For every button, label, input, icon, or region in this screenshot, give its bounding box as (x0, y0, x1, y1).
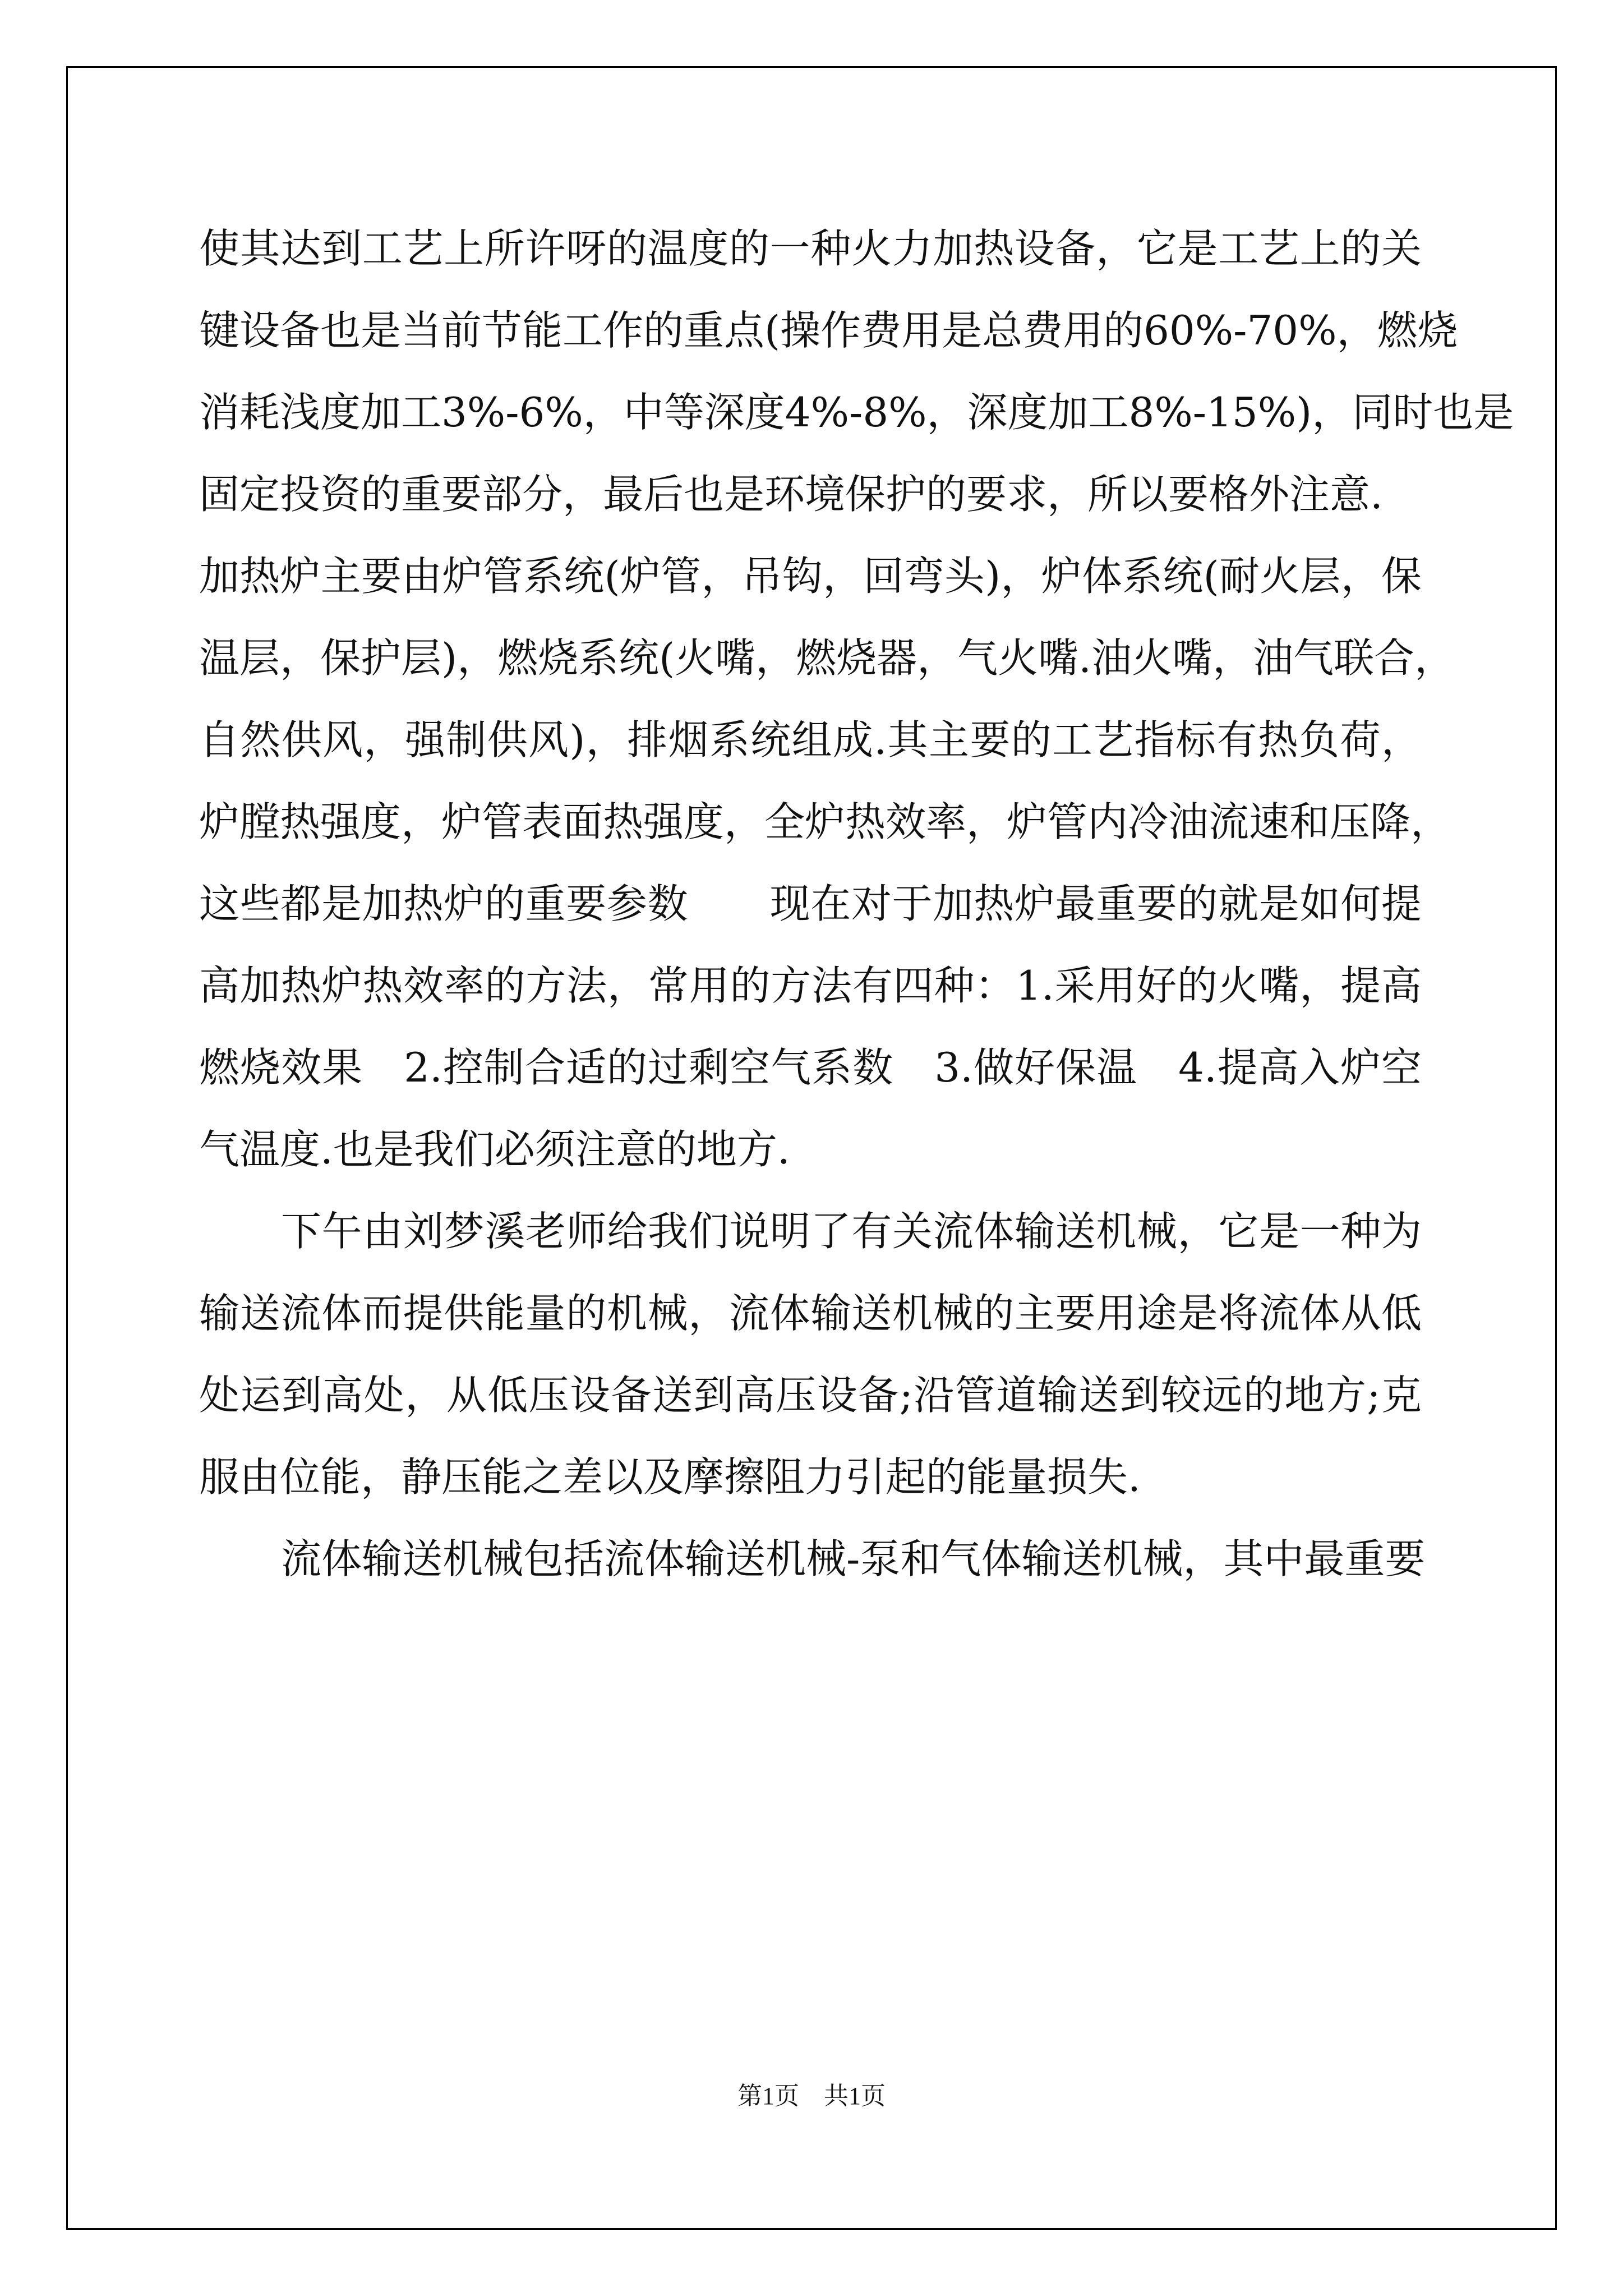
text-line: 气温度.也是我们必须注意的地方. (199, 1126, 790, 1173)
text-line: 自然供风，强制供风)，排烟系统组成.其主要的工艺指标有热负荷， (199, 716, 1422, 763)
text-line: 消耗浅度加工3%-6%，中等深度4%-8%，深度加工8%-15%)，同时也是 (199, 389, 1514, 436)
text-line: 使其达到工艺上所许呀的温度的一种火力加热设备，它是工艺上的关 (199, 225, 1422, 272)
text-line: 固定投资的重要部分，最后也是环境保护的要求，所以要格外注意. (199, 471, 1383, 518)
text-line: 炉膛热强度，炉管表面热强度，全炉热效率，炉管内冷油流速和压降， (199, 798, 1451, 845)
text-line: 燃烧效果 2.控制合适的过剩空气系数 3.做好保温 4.提高入炉空 (199, 1044, 1422, 1091)
text-line: 这些都是加热炉的重要参数 现在对于加热炉最重要的就是如何提 (199, 880, 1422, 927)
text-line: 流体输送机械包括流体输送机械-泵和气体输送机械，其中最重要 (281, 1535, 1426, 1582)
text-line: 加热炉主要由炉管系统(炉管，吊钩，回弯头)，炉体系统(耐火层，保 (199, 553, 1422, 600)
document-body (199, 208, 1514, 1600)
text-line: 温层，保护层)，燃烧系统(火嘴，燃烧器，气火嘴.油火嘴，油气联合， (199, 634, 1455, 682)
text-line: 输送流体而提供能量的机械，流体输送机械的主要用途是将流体从低 (199, 1290, 1422, 1337)
text-line: 处运到高处，从低压设备送到高压设备;沿管道输送到较远的地方;克 (199, 1372, 1422, 1419)
text-line: 键设备也是当前节能工作的重点(操作费用是总费用的60%-70%，燃烧 (199, 307, 1458, 354)
text-line: 高加热炉热效率的方法，常用的方法有四种：1.采用好的火嘴，提高 (199, 962, 1422, 1009)
page-footer: 第1页 共1页 (737, 2082, 886, 2110)
text-line: 下午由刘梦溪老师给我们说明了有关流体输送机械，它是一种为 (281, 1208, 1422, 1255)
text-line: 服由位能，静压能之差以及摩擦阻力引起的能量损失. (199, 1453, 1141, 1501)
